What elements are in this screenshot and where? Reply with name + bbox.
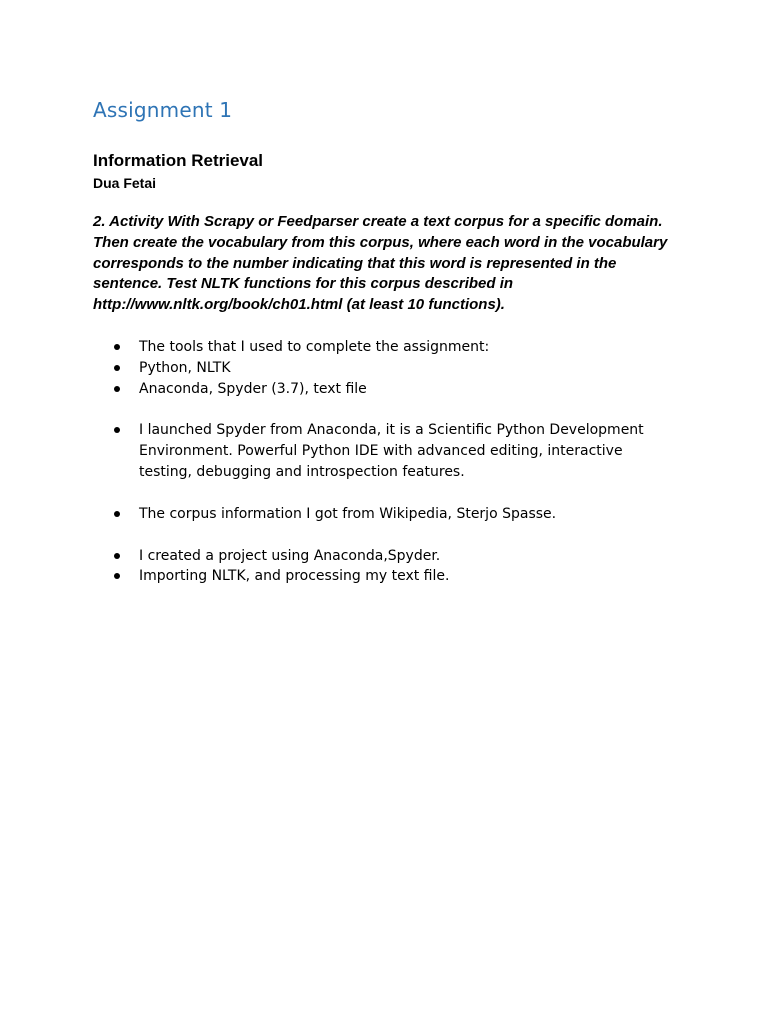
list-item [93,358,693,379]
bullet-icon [114,344,120,350]
list-item [93,420,693,482]
bullet-icon [114,553,120,559]
document-subtitle: Information Retrieval [93,151,264,170]
bullet-icon [114,386,120,392]
list-item [93,566,693,587]
list-item-text: I created a project using Anaconda,Spyder. [139,547,441,564]
task-description: 2. Activity With Scrapy or Feedparser create a text corpus for a specific domain. Then create the vocabulary from this corpus, where each word in the vocabulary corresponds to the number indicating that this word is represented in the sentence. Test NLTK functions for this corpus described in http://www.nltk.org/book/ch01.html (at least 10 functions). [93,213,668,314]
list-item-text: Anaconda, Spyder (3.7), text file [139,380,367,397]
bullet-icon [114,511,120,517]
list-item-text: Python, NLTK [139,359,231,376]
list-item-text: The corpus information I got from Wikipedia, Sterjo Spasse. [139,505,557,522]
document-title: Assignment 1 [93,98,233,122]
list-item [93,379,693,400]
list-item [93,337,693,358]
bullet-icon [114,427,120,433]
list-item [93,504,693,525]
list-item-text: The tools that I used to complete the assignment: [139,339,490,355]
bullet-icon [114,365,120,371]
list-item-text: I launched Spyder from Anaconda, it is a Scientific Python Development Environment. Powerful Python IDE with advanced editing, interactive testing, debugging and introspection features. [139,422,644,480]
bullet-icon [114,573,120,579]
list-item-text: Importing NLTK, and processing my text file. [139,568,450,585]
list-item [93,546,693,567]
author-name: Dua Fetai [93,175,157,191]
bullet-list [93,337,693,587]
